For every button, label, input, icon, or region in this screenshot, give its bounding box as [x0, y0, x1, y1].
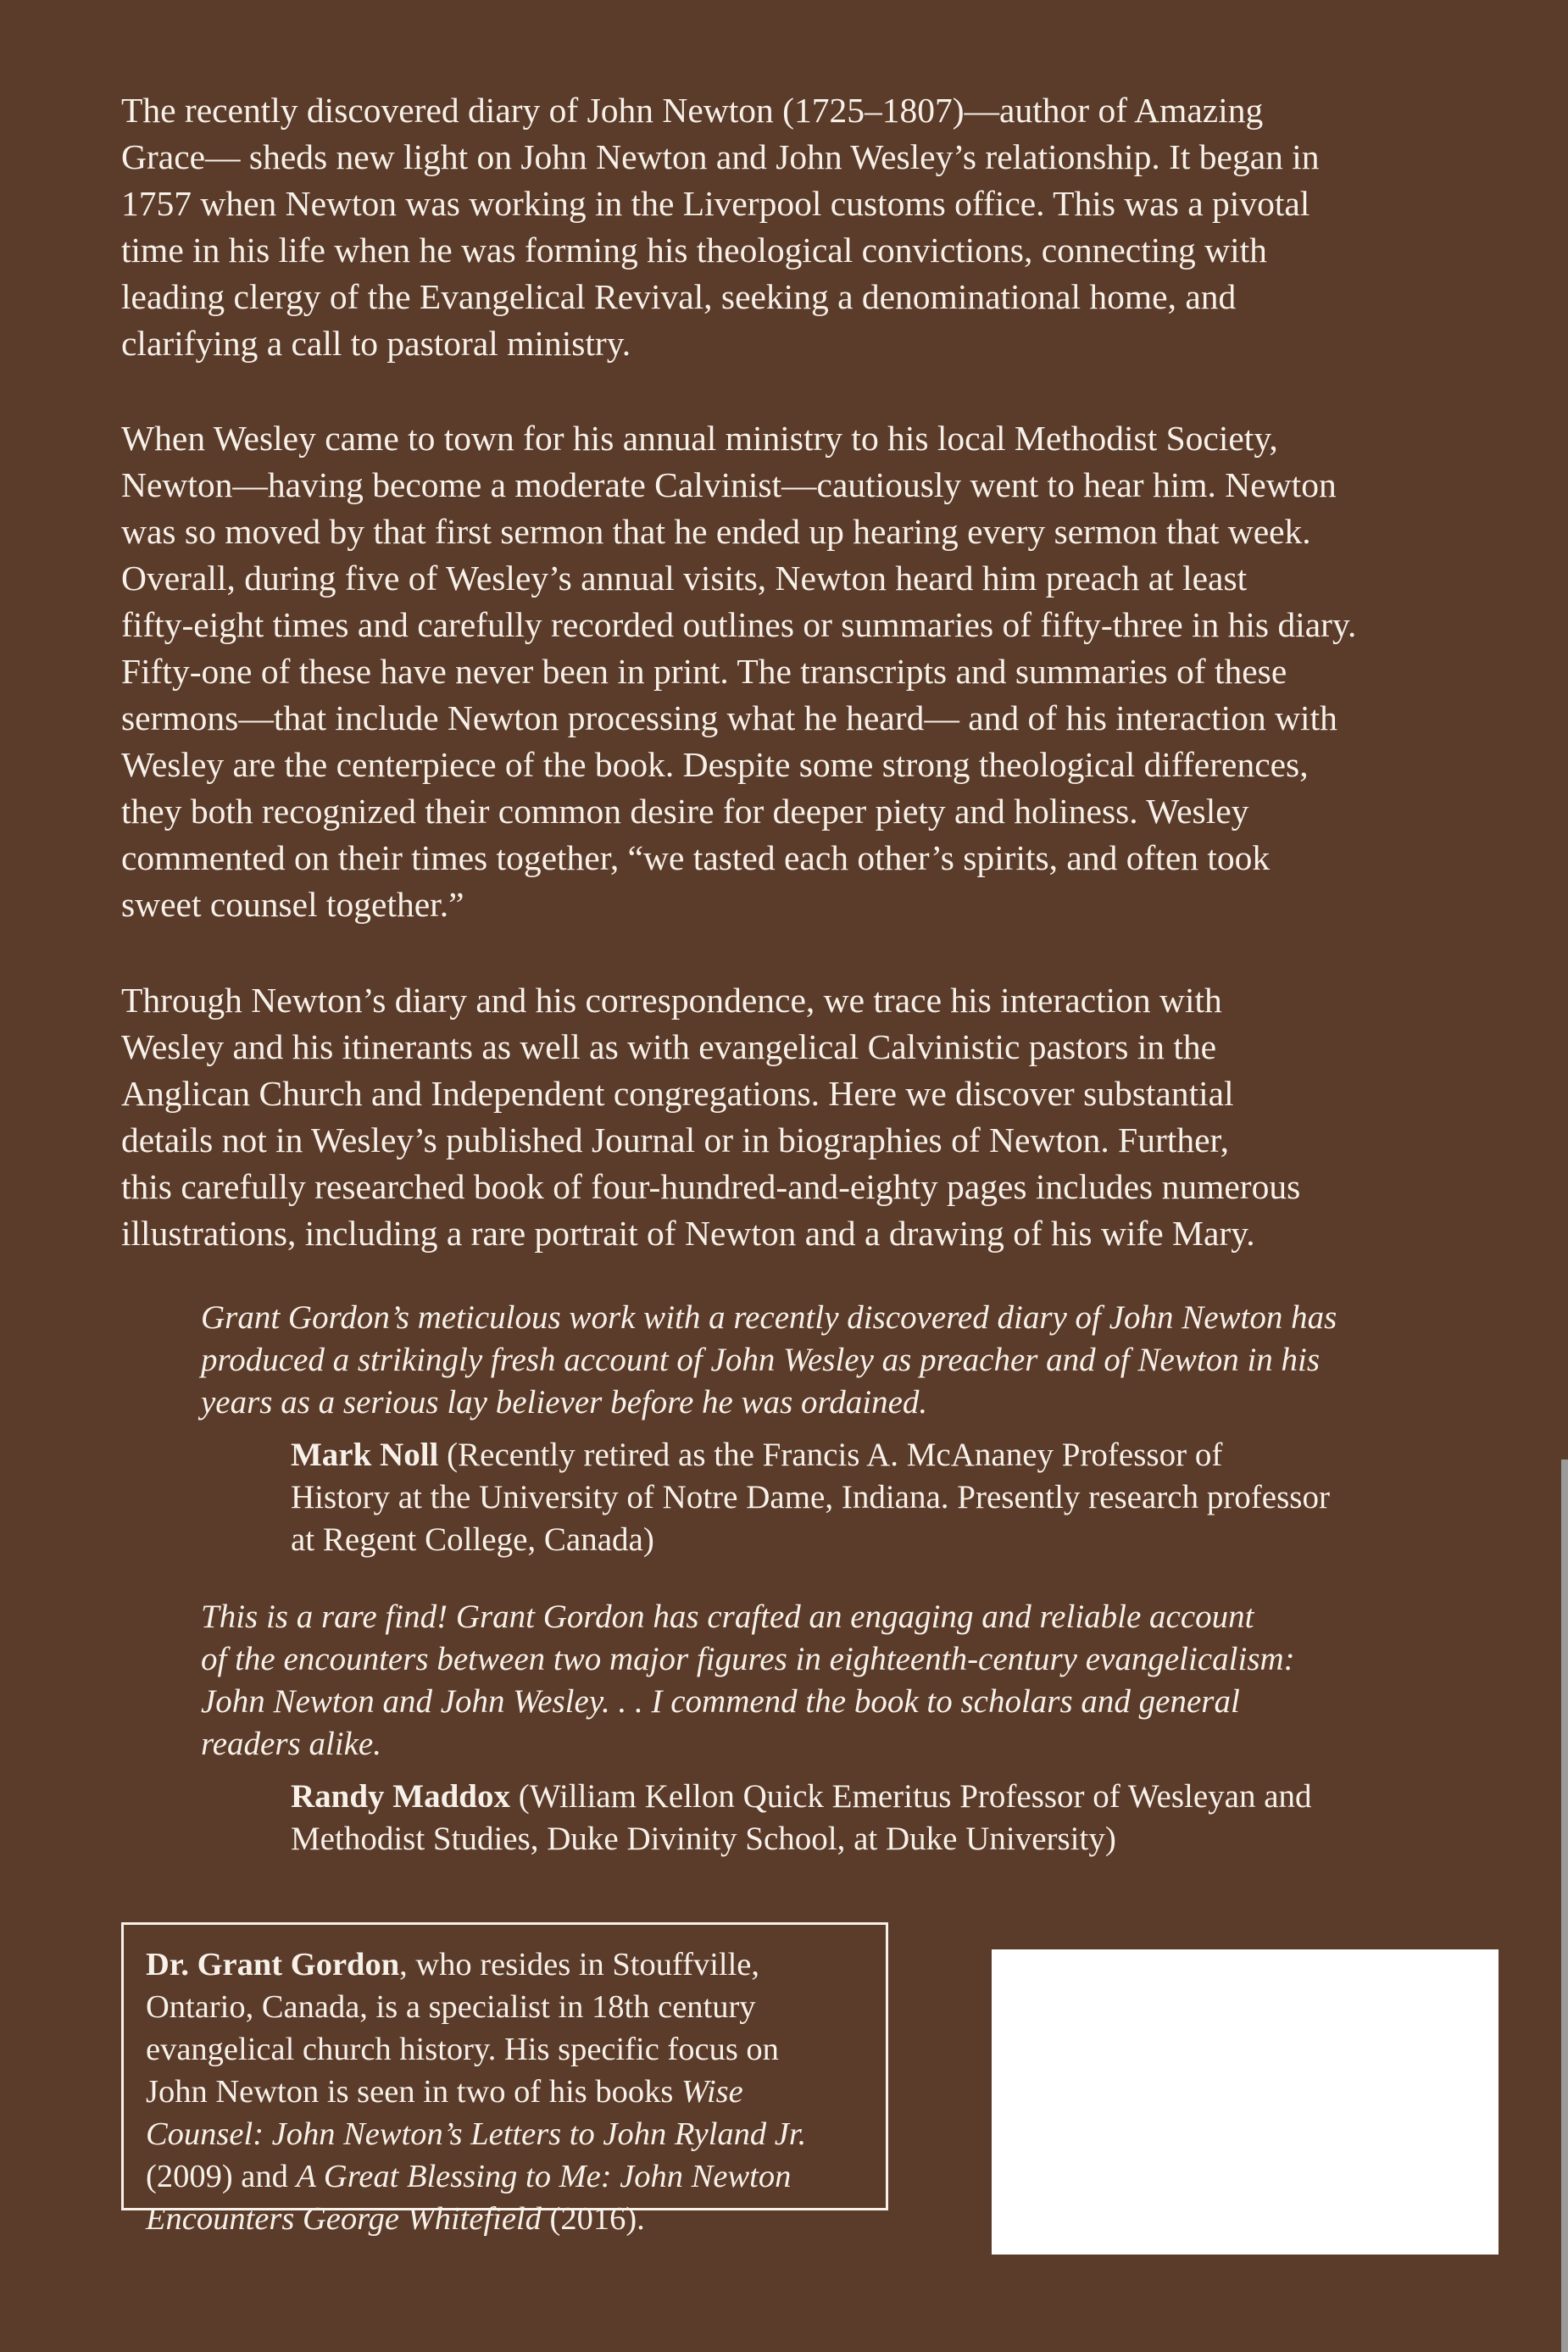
- description-paragraph-3: [121, 977, 1486, 1257]
- text-line: Fifty-one of these have never been in print. The transcripts and summaries of these: [121, 652, 1287, 691]
- description-paragraph-2: [121, 415, 1486, 928]
- text-line: was so moved by that first sermon that he ended up hearing every sermon that week.: [121, 512, 1311, 551]
- bio-text: evangelical church history. His specific focus on: [146, 2032, 779, 2067]
- text-line: leading clergy of the Evangelical Revival, seeking a denominational home, and: [121, 277, 1237, 316]
- text-line: illustrations, including a rare portrait of Newton and a drawing of his wife Mary.: [121, 1214, 1255, 1253]
- bio-text: Ontario, Canada, is a specialist in 18th century: [146, 1989, 756, 2025]
- text-line: Through Newton’s diary and his correspondence, we trace his interaction with: [121, 981, 1222, 1020]
- quote-line: years as a serious lay believer before he was ordained.: [201, 1384, 928, 1421]
- quote-line: of the encounters between two major figures in eighteenth-century evangelicalism:: [201, 1641, 1295, 1677]
- bio-text: (2016).: [541, 2201, 645, 2237]
- quote-line: This is a rare find! Grant Gordon has crafted an engaging and reliable account: [201, 1599, 1254, 1635]
- text-line: sermons—that include Newton processing what he heard— and of his interaction with: [121, 698, 1337, 737]
- text-line: sweet counsel together.”: [121, 885, 464, 924]
- text-line: time in his life when he was forming his theological convictions, connecting with: [121, 231, 1267, 270]
- quote-line: produced a strikingly fresh account of John Wesley as preacher and of Newton in his: [201, 1342, 1321, 1378]
- endorser-affiliation-line: History at the University of Notre Dame, Indiana. Presently research professor: [291, 1479, 1330, 1515]
- text-line: details not in Wesley’s published Journal or in biographies of Newton. Further,: [121, 1120, 1230, 1159]
- bio-text: , who resides in Stouffville,: [399, 1947, 760, 1982]
- book-title-wise-counsel: Counsel: John Newton’s Letters to John Ryland Jr.: [146, 2116, 807, 2152]
- author-bio-box: [121, 1922, 888, 2237]
- text-line: Wesley and his itinerants as well as with evangelical Calvinistic pastors in the: [121, 1027, 1217, 1066]
- book-title-great-blessing: A Great Blessing to Me: John Newton: [296, 2159, 792, 2194]
- author-name: Dr. Grant Gordon: [146, 1947, 400, 1982]
- endorsement-attribution-1: [291, 1434, 1460, 1561]
- endorser-name: Randy Maddox: [291, 1778, 510, 1815]
- endorser-affiliation-line: (William Kellon Quick Emeritus Professor of Wesleyan and: [509, 1778, 1312, 1815]
- text-line: Grace— sheds new light on John Newton and John Wesley’s relationship. It began in: [121, 137, 1320, 176]
- endorser-affiliation-line: (Recently retired as the Francis A. McAnaney Professor of: [438, 1437, 1223, 1473]
- text-line: commented on their times together, “we tasted each other’s spirits, and often took: [121, 838, 1271, 877]
- endorser-affiliation-line: at Regent College, Canada): [291, 1521, 654, 1558]
- text-line: The recently discovered diary of John Newton (1725–1807)—author of Amazing: [121, 91, 1264, 130]
- endorsement-attribution-2: [291, 1776, 1460, 1860]
- text-line: fifty-eight times and carefully recorded outlines or summaries of fifty-three in his diary.: [121, 605, 1357, 644]
- book-title-great-blessing: Encounters George Whitefield: [146, 2201, 542, 2237]
- endorsement-quote-1: [201, 1297, 1455, 1424]
- description-paragraph-1: [121, 87, 1486, 367]
- text-line: this carefully researched book of four-hundred-and-eighty pages includes numerous: [121, 1167, 1301, 1206]
- quote-line: Grant Gordon’s meticulous work with a recently discovered diary of John Newton has: [201, 1299, 1337, 1336]
- book-title-wise-counsel: Wise: [681, 2074, 743, 2110]
- text-line: 1757 when Newton was working in the Liverpool customs office. This was a pivotal: [121, 184, 1310, 223]
- text-line: clarifying a call to pastoral ministry.: [121, 324, 631, 363]
- bio-text: John Newton is seen in two of his books: [146, 2074, 682, 2110]
- endorsement-quote-2: [201, 1596, 1455, 1765]
- text-line: When Wesley came to town for his annual ministry to his local Methodist Society,: [121, 419, 1278, 458]
- text-line: Wesley are the centerpiece of the book. Despite some strong theological differences,: [121, 745, 1309, 784]
- endorser-affiliation-line: Methodist Studies, Duke Divinity School, at Duke University): [291, 1821, 1116, 1857]
- endorser-name: Mark Noll: [291, 1437, 439, 1473]
- text-line: Newton—having become a moderate Calvinist—cautiously went to hear him. Newton: [121, 465, 1337, 504]
- text-line: Overall, during five of Wesley’s annual visits, Newton heard him preach at least: [121, 559, 1248, 598]
- quote-line: readers alike.: [201, 1726, 381, 1762]
- text-line: Anglican Church and Independent congregations. Here we discover substantial: [121, 1074, 1234, 1113]
- quote-line: John Newton and John Wesley. . . I commend the book to scholars and general: [201, 1683, 1240, 1720]
- page-edge-strip: [1561, 1460, 1568, 2352]
- bio-text: (2009) and: [146, 2159, 297, 2194]
- barcode-placeholder: [992, 1949, 1498, 2255]
- author-bio: [146, 1943, 858, 2240]
- text-line: they both recognized their common desire for deeper piety and holiness. Wesley: [121, 792, 1249, 831]
